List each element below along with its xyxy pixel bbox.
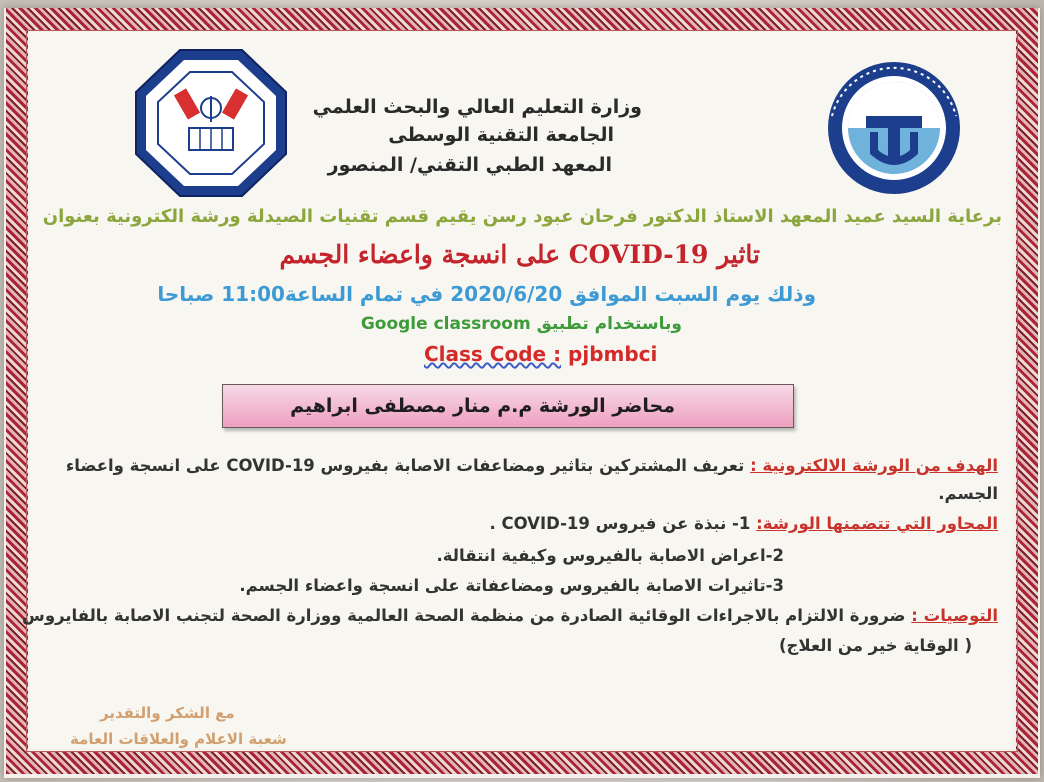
class-code-label: Class Code : <box>424 342 562 366</box>
axes-line <box>489 514 998 533</box>
goal-label: الهدف من الورشة الالكترونية : <box>750 456 998 475</box>
goal-line-2: الجسم. <box>938 484 998 503</box>
certificate-content <box>22 32 1012 748</box>
university-name: الجامعة التقنية الوسطى <box>388 124 614 146</box>
recommendations-line <box>22 606 998 625</box>
class-code-value: pjbmbci <box>568 342 658 366</box>
recommendations-label: التوصيات : <box>911 606 998 625</box>
axes-item-1: 1- نبذة عن فيروس COVID-19 . <box>489 514 751 533</box>
goal-text: تعريف المشتركين بتاثير ومضاعفات الاصابة بفيروس COVID-19 على انسجة واعضاء <box>65 456 745 475</box>
lecturer-box <box>222 384 794 428</box>
recommendations-text: ضرورة الالتزام بالاجراءات الوقائية الصادرة من منظمة الصحة العالمية ووزارة الصحة لتجنب الاصابة بالفايروس <box>22 606 906 625</box>
axes-item-3: 3-تاثيرات الاصابة بالفيروس ومضاعفاتة على انسجة واعضاء الجسم. <box>239 576 784 595</box>
class-code <box>424 342 657 366</box>
recommendations-line-2: ( الوقاية خير من العلاج) <box>779 636 972 655</box>
department-line: شعبة الاعلام والعلاقات العامة <box>70 730 287 748</box>
axes-label: المحاور التي تتضمنها الورشة: <box>756 514 998 533</box>
patron-line: برعاية السيد عميد المعهد الاستاذ الدكتور فرحان عبود رسن يقيم قسم تقنيات الصيدلة ورشة الكترونية بعنوان <box>42 206 1002 227</box>
goal-line <box>66 456 998 475</box>
platform-line: وباستخدام تطبيق Google classroom <box>360 314 682 334</box>
thanks-line: مع الشكر والتقدير <box>100 704 235 722</box>
institute-name: المعهد الطبي التقني/ المنصور <box>327 154 612 176</box>
axes-item-2: 2-اعراض الاصابة بالفيروس وكيفية انتقالة. <box>436 546 784 565</box>
university-logo <box>818 56 970 198</box>
lecturer-name: محاضر الورشة م.م منار مصطفى ابراهيم <box>290 395 675 417</box>
institute-seal-logo <box>134 48 288 198</box>
workshop-title: تاثير COVID-19 على انسجة واعضاء الجسم <box>279 240 760 269</box>
ministry-name: وزارة التعليم العالي والبحث العلمي <box>312 96 642 118</box>
date-line: وذلك يوم السبت الموافق 2020/6/20 في تمام الساعة11:00 صباحا <box>157 282 816 306</box>
